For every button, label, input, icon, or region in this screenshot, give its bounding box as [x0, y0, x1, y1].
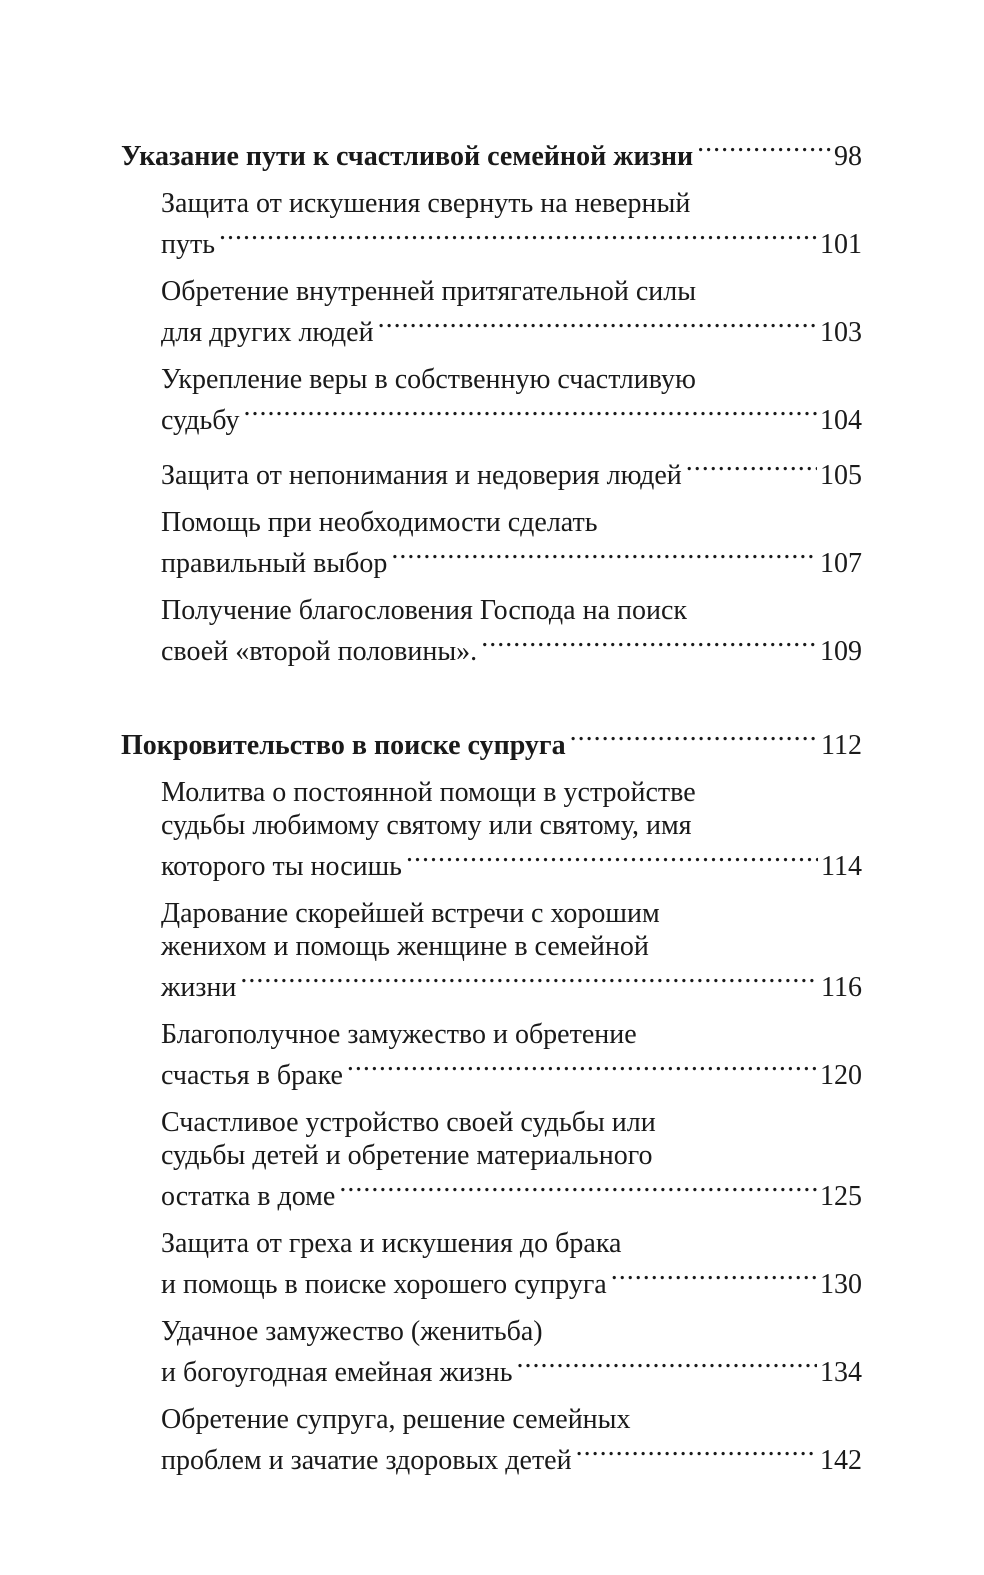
toc-page-number: 105	[820, 460, 862, 491]
toc-entry-text-line: Укрепление веры в собственную счастливую	[161, 364, 696, 395]
toc-heading-title: Указание пути к счастливой семейной жизни	[121, 141, 694, 172]
dot-leader	[339, 1172, 817, 1205]
toc-page-number: 120	[820, 1060, 862, 1091]
toc-entry-text-line: остатка в доме	[161, 1181, 336, 1212]
toc-heading-title: Покровительство в поиске супруга	[121, 730, 566, 761]
toc-entry-text-line: для других людей	[161, 317, 374, 348]
toc-entry-text-line: правильный выбор	[161, 548, 388, 579]
toc-entry-text-line: Помощь при необходимости сделать	[161, 507, 598, 538]
toc-page-number: 103	[820, 317, 862, 348]
toc-entry[interactable]	[121, 1315, 862, 1389]
toc-entry[interactable]	[121, 1106, 862, 1213]
table-of-contents	[121, 132, 862, 1491]
toc-entry[interactable]	[121, 363, 862, 437]
toc-entry[interactable]	[121, 1403, 862, 1477]
toc-entry-text-line: проблем и зачатие здоровых детей	[161, 1445, 572, 1476]
toc-section-heading[interactable]	[121, 132, 862, 173]
dot-leader	[686, 451, 817, 484]
dot-leader	[406, 842, 818, 875]
dot-leader	[481, 627, 817, 660]
toc-page-number: 112	[821, 730, 862, 761]
toc-entry-text-line: Защита от греха и искушения до брака	[161, 1228, 622, 1259]
toc-page-number: 104	[820, 405, 862, 436]
dot-leader	[697, 132, 831, 165]
toc-page-number: 130	[820, 1269, 862, 1300]
toc-entry-text-line: которого ты носишь	[161, 851, 402, 882]
toc-page-number: 98	[834, 141, 862, 172]
toc-entry-text-line: Молитва о постоянной помощи в устройстве	[161, 777, 696, 808]
toc-entry-text-line: Получение благословения Господа на поиск	[161, 595, 688, 626]
toc-entry-text-line: путь	[161, 229, 215, 260]
toc-page-number: 114	[821, 851, 862, 882]
toc-entry-text-line: жизни	[161, 972, 237, 1003]
toc-page-number: 107	[820, 548, 862, 579]
toc-entry-text-line: Обретение внутренней притягательной силы	[161, 276, 697, 307]
dot-leader	[244, 396, 818, 429]
toc-entry-text-line: судьбы детей и обретение материального	[161, 1140, 653, 1171]
toc-page-number: 142	[820, 1445, 862, 1476]
toc-entry-text-line: судьбы любимому святому или святому, имя	[161, 810, 692, 841]
dot-leader	[391, 539, 817, 572]
toc-page-number: 116	[821, 972, 862, 1003]
toc-entry-text-line: и помощь в поиске хорошего супруга	[161, 1269, 607, 1300]
toc-entry[interactable]	[121, 1018, 862, 1092]
dot-leader	[570, 721, 818, 754]
toc-entry-text-line: Защита от искушения свернуть на неверный	[161, 188, 691, 219]
toc-entry[interactable]	[121, 1227, 862, 1301]
toc-page-number: 125	[820, 1181, 862, 1212]
dot-leader	[516, 1348, 817, 1381]
toc-entry-text-line: Защита от непонимания и недоверия людей	[161, 460, 682, 491]
toc-entry[interactable]	[121, 776, 862, 883]
toc-entry-text-line: Удачное замужество (женитьба)	[161, 1316, 543, 1347]
dot-leader	[240, 963, 818, 996]
toc-entry-text-line: счастья в браке	[161, 1060, 343, 1091]
toc-section-heading[interactable]	[121, 721, 862, 762]
dot-leader	[378, 308, 817, 341]
toc-section	[121, 721, 862, 1477]
toc-entry[interactable]	[121, 275, 862, 349]
toc-entry-text-line: женихом и помощь женщине в семейной	[161, 931, 649, 962]
toc-page-number: 101	[820, 229, 862, 260]
dot-leader	[219, 220, 817, 253]
toc-entry[interactable]	[121, 451, 862, 492]
dot-leader	[611, 1260, 817, 1293]
toc-entry-text-line: судьбу	[161, 405, 240, 436]
toc-entry-text-line: Обретение супруга, решение семейных	[161, 1404, 631, 1435]
toc-entry-text-line: Дарование скорейшей встречи с хорошим	[161, 898, 660, 929]
toc-section	[121, 132, 862, 668]
toc-entry[interactable]	[121, 187, 862, 261]
toc-entry-text-line: Счастливое устройство своей судьбы или	[161, 1107, 656, 1138]
toc-entry[interactable]	[121, 594, 862, 668]
toc-entry-text-line: своей «второй половины».	[161, 636, 478, 667]
toc-entry[interactable]	[121, 506, 862, 580]
dot-leader	[576, 1436, 817, 1469]
toc-entry[interactable]	[121, 897, 862, 1004]
toc-entry-text-line: Благополучное замужество и обретение	[161, 1019, 637, 1050]
toc-entry-text-line: и богоугодная емейная жизнь	[161, 1357, 513, 1388]
dot-leader	[347, 1051, 817, 1084]
toc-page-number: 109	[820, 636, 862, 667]
toc-page-number: 134	[820, 1357, 862, 1388]
